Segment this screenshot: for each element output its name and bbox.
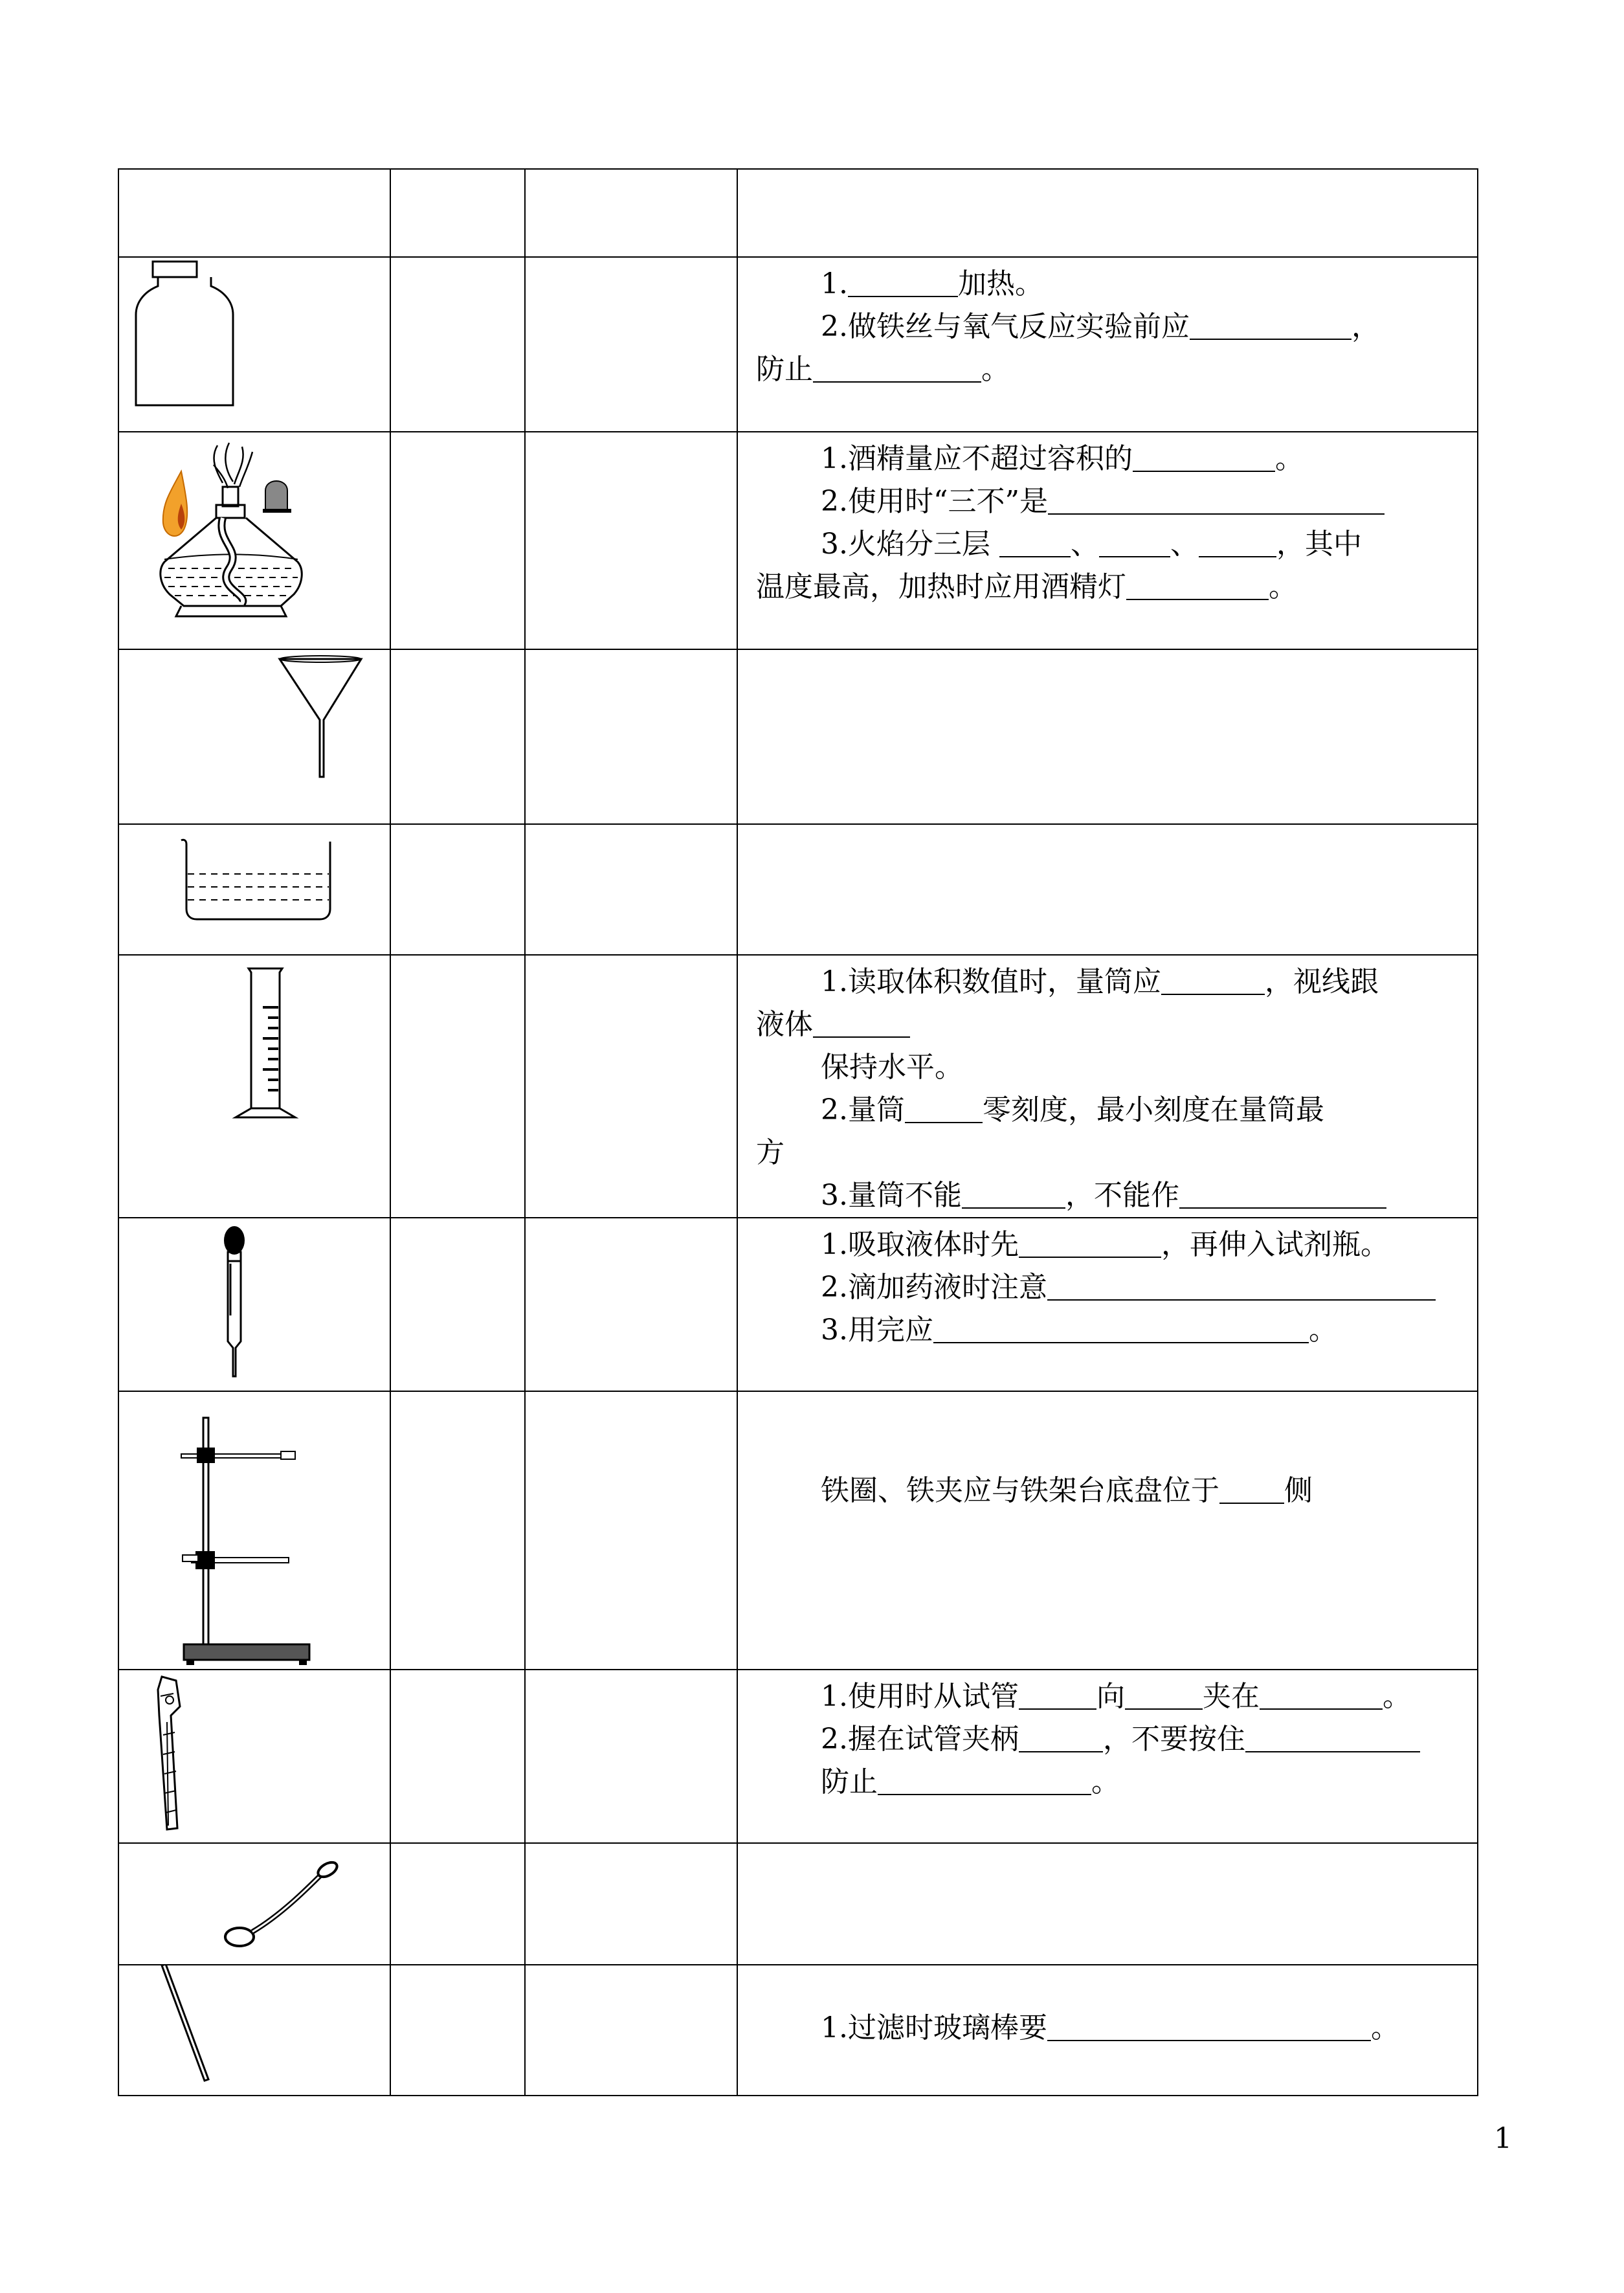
notes-cell bbox=[737, 824, 1478, 955]
note-text: 2.量筒 bbox=[821, 1093, 905, 1126]
answer-blank[interactable] bbox=[1125, 1680, 1203, 1710]
instrument-cell bbox=[118, 1965, 390, 2096]
instrument-table bbox=[118, 168, 1478, 2096]
note-line bbox=[756, 306, 1471, 348]
header-cell-2 bbox=[390, 169, 525, 257]
answer-blank[interactable] bbox=[933, 1314, 1309, 1343]
note-text: 2.使用时“三不”是 bbox=[821, 485, 1048, 518]
table-row bbox=[118, 257, 1478, 432]
table-row bbox=[118, 1965, 1478, 2096]
note-text: 铁圈、铁夹应与铁架台底盘位于 bbox=[821, 1474, 1219, 1507]
glass-rod-icon bbox=[119, 1965, 391, 2096]
blank-cell bbox=[390, 432, 525, 649]
note-text: 2.滴加药液时注意 bbox=[821, 1271, 1047, 1304]
blank-cell bbox=[390, 1843, 525, 1965]
blank-cell bbox=[525, 955, 737, 1218]
alcohol-lamp-icon bbox=[119, 432, 391, 650]
blank-cell bbox=[390, 257, 525, 432]
instrument-cell bbox=[118, 649, 390, 824]
table-row bbox=[118, 1670, 1478, 1843]
note-line bbox=[756, 1761, 1471, 1804]
graduated-cylinder-icon bbox=[119, 956, 391, 1216]
note-line bbox=[756, 263, 1471, 306]
answer-blank[interactable] bbox=[1019, 1723, 1103, 1752]
instrument-cell bbox=[118, 824, 390, 955]
note-text: 。 bbox=[981, 353, 1010, 386]
answer-blank[interactable] bbox=[1199, 528, 1276, 557]
instrument-cell bbox=[118, 955, 390, 1218]
note-line bbox=[756, 1266, 1471, 1309]
notes-cell bbox=[737, 649, 1478, 824]
answer-blank[interactable] bbox=[1219, 1474, 1284, 1504]
note-line bbox=[756, 1309, 1471, 1352]
test-tube-holder-icon bbox=[119, 1670, 391, 1844]
note-line bbox=[756, 1132, 1471, 1174]
page-number: 1 bbox=[1494, 2122, 1512, 2155]
note-text: ，视线跟 bbox=[1264, 965, 1379, 998]
note-line bbox=[756, 961, 1471, 1003]
note-text: 3.火焰分三层 bbox=[821, 528, 999, 561]
beaker-icon bbox=[119, 825, 391, 956]
instrument-cell bbox=[118, 257, 390, 432]
blank-cell bbox=[390, 1965, 525, 2096]
note-text: 。 bbox=[1091, 1765, 1120, 1798]
note-text: 防止 bbox=[756, 353, 813, 386]
note-text: 侧 bbox=[1284, 1474, 1313, 1507]
dropper-icon bbox=[119, 1218, 391, 1392]
answer-blank[interactable] bbox=[1161, 965, 1265, 995]
note-line bbox=[756, 438, 1471, 480]
note-line bbox=[756, 1003, 1471, 1046]
answer-blank[interactable] bbox=[1047, 1271, 1436, 1301]
table-row bbox=[118, 824, 1478, 955]
blank-cell bbox=[390, 1670, 525, 1843]
note-text: 3.用完应 bbox=[821, 1314, 933, 1347]
header-row bbox=[118, 169, 1478, 257]
medicine-spoon-icon bbox=[119, 1844, 391, 1965]
note-text: 2.握在试管夹柄 bbox=[821, 1723, 1019, 1756]
note-line bbox=[756, 1046, 1471, 1089]
note-line bbox=[756, 348, 1471, 391]
answer-blank[interactable] bbox=[962, 1179, 1065, 1209]
note-text: 1.使用时从试管 bbox=[821, 1680, 1019, 1713]
note-line bbox=[756, 523, 1471, 566]
notes-cell bbox=[737, 257, 1478, 432]
note-text: 1.过滤时玻璃棒要 bbox=[821, 2011, 1047, 2044]
note-text: 向 bbox=[1096, 1680, 1125, 1713]
note-text: 。 bbox=[1274, 442, 1304, 475]
answer-blank[interactable] bbox=[813, 1008, 910, 1038]
notes-cell bbox=[737, 432, 1478, 649]
answer-blank[interactable] bbox=[1260, 1680, 1383, 1710]
wide-mouth-bottle-icon bbox=[119, 258, 391, 432]
answer-blank[interactable] bbox=[1048, 485, 1385, 515]
note-text: ， bbox=[1351, 310, 1380, 343]
answer-blank[interactable] bbox=[878, 1765, 1091, 1795]
answer-blank[interactable] bbox=[1047, 2011, 1371, 2041]
answer-blank[interactable] bbox=[1133, 442, 1275, 472]
blank-cell bbox=[525, 1843, 737, 1965]
notes-cell bbox=[737, 1218, 1478, 1391]
note-text: 零刻度，最小刻度在量筒最 bbox=[982, 1093, 1324, 1126]
answer-blank[interactable] bbox=[999, 528, 1071, 557]
table-row bbox=[118, 432, 1478, 649]
note-line bbox=[756, 566, 1471, 609]
notes-cell bbox=[737, 1391, 1478, 1670]
note-text: 。 bbox=[1382, 1680, 1411, 1713]
note-text: 。 bbox=[1269, 570, 1297, 603]
note-line bbox=[756, 1470, 1471, 1512]
table-row bbox=[118, 1391, 1478, 1670]
answer-blank[interactable] bbox=[848, 267, 958, 297]
answer-blank[interactable] bbox=[905, 1093, 983, 1123]
answer-blank[interactable] bbox=[1019, 1680, 1096, 1710]
answer-blank[interactable] bbox=[1245, 1723, 1420, 1752]
answer-blank[interactable] bbox=[1126, 570, 1269, 600]
note-text: ，不能作 bbox=[1065, 1179, 1179, 1212]
instrument-cell bbox=[118, 1218, 390, 1391]
note-text: ，不要按住 bbox=[1102, 1723, 1245, 1756]
note-text: 1.吸取液体时先 bbox=[821, 1228, 1019, 1261]
blank-cell bbox=[525, 432, 737, 649]
answer-blank[interactable] bbox=[1099, 528, 1170, 557]
note-text: 2.做铁丝与氧气反应实验前应 bbox=[821, 310, 1190, 343]
note-text: 1. bbox=[821, 267, 848, 300]
note-text: 3.量筒不能 bbox=[821, 1179, 962, 1212]
notes-cell bbox=[737, 1843, 1478, 1965]
note-line bbox=[756, 1675, 1471, 1718]
blank-cell bbox=[525, 257, 737, 432]
note-text: 防止 bbox=[821, 1765, 878, 1798]
answer-blank[interactable] bbox=[1179, 1179, 1386, 1209]
note-text: 加热。 bbox=[957, 267, 1043, 300]
table-row bbox=[118, 1843, 1478, 1965]
notes-cell bbox=[737, 1670, 1478, 1843]
note-text: 保持水平。 bbox=[821, 1051, 963, 1084]
instrument-cell bbox=[118, 1391, 390, 1670]
note-text: 、 bbox=[1170, 528, 1199, 561]
table-row bbox=[118, 1218, 1478, 1391]
blank-cell bbox=[525, 824, 737, 955]
funnel-icon bbox=[119, 650, 391, 825]
blank-cell bbox=[390, 649, 525, 824]
header-cell-notes bbox=[737, 169, 1478, 257]
blank-cell bbox=[390, 824, 525, 955]
answer-blank[interactable] bbox=[1019, 1228, 1161, 1258]
note-text: 1.酒精量应不超过容积的 bbox=[821, 442, 1133, 475]
note-text: 。 bbox=[1370, 2011, 1399, 2044]
note-line bbox=[756, 1174, 1471, 1217]
instrument-cell bbox=[118, 1843, 390, 1965]
blank-cell bbox=[525, 649, 737, 824]
notes-cell bbox=[737, 1965, 1478, 2096]
note-text: 夹在 bbox=[1202, 1680, 1260, 1713]
header-cell-3 bbox=[525, 169, 737, 257]
note-line bbox=[756, 480, 1471, 523]
note-text: 。 bbox=[1308, 1314, 1337, 1347]
note-line bbox=[756, 1224, 1471, 1266]
table-row bbox=[118, 955, 1478, 1218]
blank-cell bbox=[390, 1391, 525, 1670]
instrument-cell bbox=[118, 432, 390, 649]
table-row bbox=[118, 649, 1478, 824]
note-text: 方 bbox=[756, 1136, 784, 1169]
note-text: 、 bbox=[1070, 528, 1099, 561]
blank-cell bbox=[525, 1670, 737, 1843]
blank-cell bbox=[525, 1218, 737, 1391]
note-line bbox=[756, 1718, 1471, 1761]
blank-cell bbox=[390, 1218, 525, 1391]
blank-cell bbox=[525, 1965, 737, 2096]
note-text: 液体 bbox=[756, 1008, 813, 1041]
blank-cell bbox=[390, 955, 525, 1218]
note-text: 温度最高，加热时应用酒精灯 bbox=[756, 570, 1126, 603]
blank-cell bbox=[525, 1391, 737, 1670]
header-cell-instrument bbox=[118, 169, 390, 257]
instrument-cell bbox=[118, 1670, 390, 1843]
answer-blank[interactable] bbox=[1190, 310, 1351, 340]
notes-cell bbox=[737, 955, 1478, 1218]
note-text: 1.读取体积数值时，量筒应 bbox=[821, 965, 1161, 998]
iron-stand-icon bbox=[119, 1392, 391, 1670]
answer-blank[interactable] bbox=[813, 353, 981, 383]
note-text: ，其中 bbox=[1276, 528, 1362, 561]
note-line bbox=[756, 2007, 1471, 2050]
note-text: ，再伸入试剂瓶。 bbox=[1161, 1228, 1389, 1261]
note-line bbox=[756, 1089, 1471, 1132]
